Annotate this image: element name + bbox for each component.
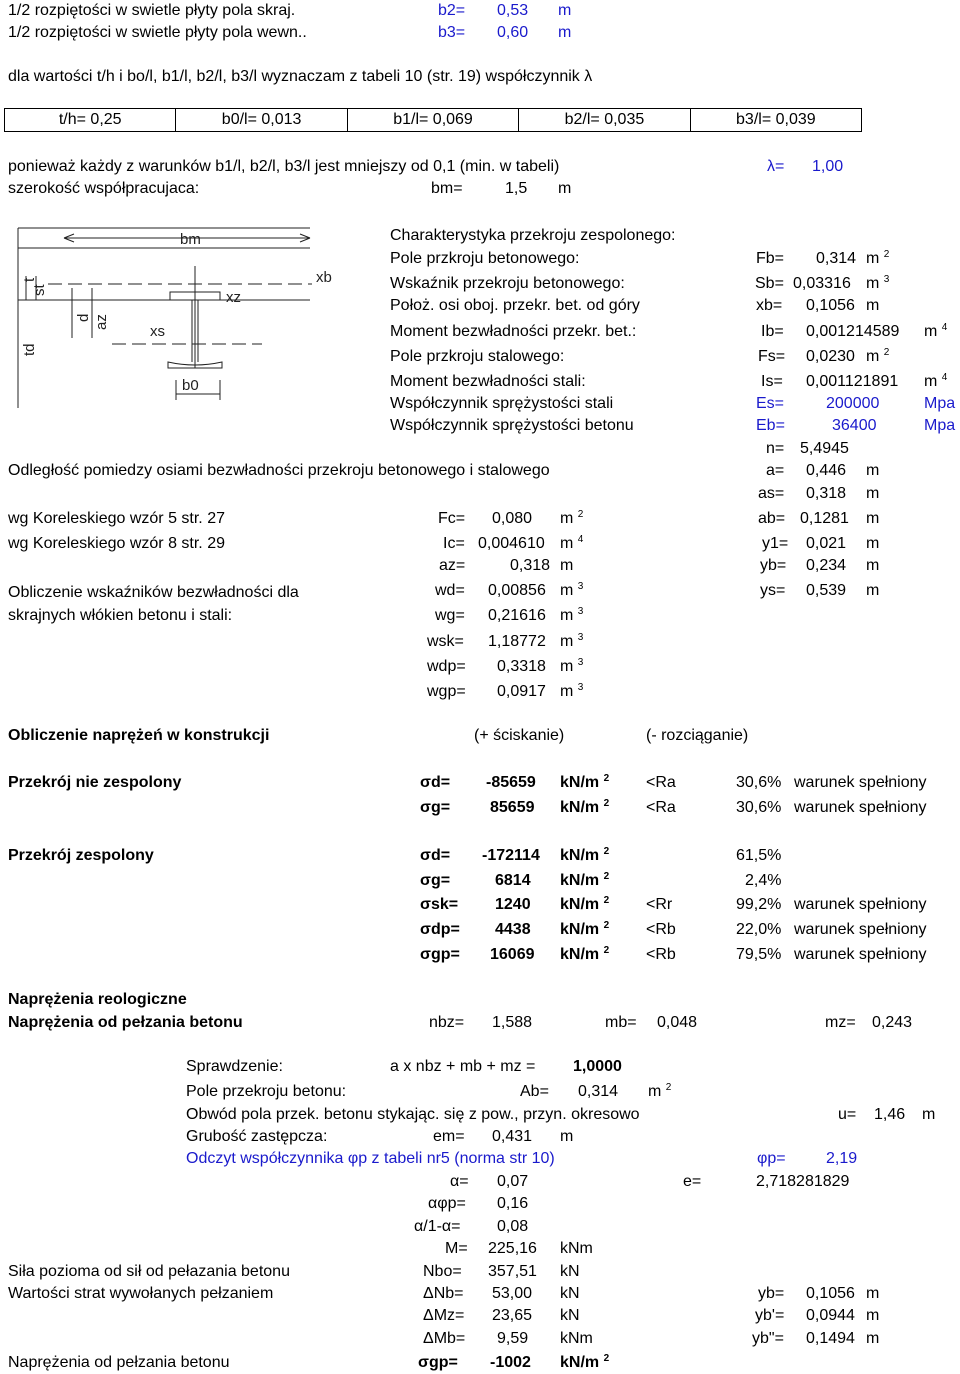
rheo-title: Naprężenia reologiczne: [8, 991, 187, 1008]
check-expression: a x nbz + mb + mz =: [390, 1058, 536, 1075]
label-az: az: [93, 314, 110, 330]
yb-creep-unit: m: [866, 1285, 880, 1302]
stress-note: warunek spełniony: [794, 921, 927, 938]
phi-value: 2,19: [826, 1150, 858, 1167]
prop-unit: Mpa: [924, 395, 956, 412]
stress-unit: kN/m $^2$: [560, 945, 610, 963]
az-unit: m: [560, 557, 574, 574]
stress-percent: 99,2%: [736, 896, 782, 913]
ratio-table: [4, 108, 862, 132]
yb-creep-symbol: yb=: [758, 1285, 785, 1302]
ratio-cell: t/h= 0,25: [58, 111, 122, 128]
label-xz: xz: [226, 289, 241, 306]
compression-note: (+ ściskanie): [474, 727, 565, 744]
modulus-symbol: wsk=: [427, 633, 464, 650]
prop-label: Moment bezwładności przekr. bet.:: [390, 323, 637, 340]
az-symbol: az=: [439, 557, 466, 574]
modulus-value: 0,0917: [497, 683, 546, 700]
prop-label: Pole przkroju stalowego:: [390, 348, 565, 365]
stress-note: warunek spełniony: [794, 774, 927, 791]
phi-symbol: φp=: [757, 1150, 786, 1167]
mb-value: 0,048: [657, 1014, 698, 1031]
ys-unit: m: [866, 582, 880, 599]
label-xs: xs: [150, 323, 165, 340]
stress-unit: kN/m $^2$: [560, 920, 610, 938]
dmb-value: 9,59: [497, 1330, 529, 1347]
a-value: 0,446: [806, 462, 847, 479]
b3-symbol: b3=: [438, 24, 466, 41]
dmz-symbol: ΔMz=: [423, 1307, 465, 1324]
mb-symbol: mb=: [605, 1014, 637, 1031]
prop-value: 0,001121891: [806, 373, 899, 390]
stress-percent: 79,5%: [736, 946, 782, 963]
dmz-unit: kN: [560, 1307, 580, 1324]
n-symbol: n=: [766, 440, 785, 457]
ybpp-value: 0,1494: [806, 1330, 855, 1347]
dimension-lines: [26, 234, 310, 338]
m-unit: kNm: [560, 1240, 593, 1257]
prop-symbol: Fb=: [756, 250, 785, 267]
stress-symbol: σsk=: [420, 896, 459, 913]
label-b0: b0: [182, 377, 199, 394]
em-value: 0,431: [492, 1128, 533, 1145]
y1-value: 0,021: [806, 535, 847, 552]
stress-percent: 22,0%: [736, 921, 782, 938]
b2-value: 0,53: [497, 2, 529, 19]
prop-unit: m $^4$: [924, 322, 948, 340]
nbz-value: 1,588: [492, 1014, 533, 1031]
ybp-value: 0,0944: [806, 1307, 855, 1324]
y1-unit: m: [866, 535, 880, 552]
stress-value: 85659: [490, 799, 535, 816]
bm-symbol: bm=: [431, 180, 463, 197]
a-unit: m: [866, 462, 880, 479]
em-unit: m: [560, 1128, 574, 1145]
b3-unit: m: [558, 24, 572, 41]
dmb-unit: kNm: [560, 1330, 593, 1347]
prop-label: Położ. osi oboj. przekr. bet. od góry: [390, 297, 640, 314]
prop-value: 0,03316: [793, 275, 851, 292]
prop-symbol: Es=: [756, 395, 785, 412]
b3-label: 1/2 rozpiętości w swietle płyty pola wewn..: [8, 24, 307, 41]
alpha-phi-value: 0,16: [497, 1195, 529, 1212]
prop-symbol: Eb=: [756, 417, 785, 434]
modulus-symbol: wd=: [435, 582, 465, 599]
e-symbol: e=: [683, 1173, 702, 1190]
stress-comparison: <Rb: [646, 946, 676, 963]
alpha-ratio-symbol: α/1-α=: [414, 1218, 461, 1235]
bm-label: szerokość współpracujaca:: [8, 180, 200, 197]
fc-unit: m $^2$: [560, 509, 584, 527]
modulus-unit: m $^3$: [560, 632, 584, 650]
moduli-label-2: skrajnych włókien betonu i stali:: [8, 607, 233, 624]
stress-value: 4438: [495, 921, 531, 938]
cross-section-diagram: [12, 226, 352, 410]
check-label: Sprawdzenie:: [186, 1058, 283, 1075]
dnb-unit: kN: [560, 1285, 580, 1302]
u-label: Obwód pola przek. betonu stykając. się z pow., przyn. okresowo: [186, 1106, 640, 1123]
stress-unit: kN/m $^2$: [560, 798, 610, 816]
ic-value: 0,004610: [478, 535, 545, 552]
final-label: Naprężenia od pełzania betonu: [8, 1354, 230, 1371]
ratio-cell: b1/l= 0,069: [347, 109, 518, 131]
yb-value: 0,234: [806, 557, 847, 574]
stress-unit: kN/m $^2$: [560, 773, 610, 791]
prop-symbol: Fs=: [758, 348, 786, 365]
final-unit: kN/m $^2$: [560, 1353, 610, 1371]
ratio-cell: b2/l= 0,035: [518, 109, 689, 131]
slab-outline: [18, 228, 310, 408]
nbo-unit: kN: [560, 1263, 580, 1280]
prop-symbol: Is=: [761, 373, 783, 390]
stress-percent: 30,6%: [736, 799, 782, 816]
m-value: 225,16: [488, 1240, 537, 1257]
ratio-cell: b3/l= 0,039: [690, 109, 861, 131]
prop-unit: Mpa: [924, 417, 956, 434]
b2-symbol: b2=: [438, 2, 466, 19]
ab-area-symbol: Ab=: [520, 1083, 549, 1100]
ybpp-unit: m: [866, 1330, 880, 1347]
stress-percent: 2,4%: [745, 872, 782, 889]
label-xb: xb: [316, 269, 332, 286]
koreleski-8-label: wg Koreleskiego wzór 8 str. 29: [8, 535, 225, 552]
check-value: 1,0000: [573, 1058, 622, 1075]
prop-value: 0,314: [816, 250, 857, 267]
nbz-symbol: nbz=: [429, 1014, 465, 1031]
stress-symbol: σg=: [420, 872, 451, 889]
dnb-value: 53,00: [492, 1285, 533, 1302]
ybp-unit: m: [866, 1307, 880, 1324]
prop-value: 0,001214589: [806, 323, 900, 340]
loss-label: Wartości strat wywołanych pełzaniem: [8, 1285, 274, 1302]
dnb-symbol: ΔNb=: [423, 1285, 464, 1302]
steel-ibeam: [168, 266, 222, 368]
mz-symbol: mz=: [825, 1014, 856, 1031]
label-t: t: [21, 277, 38, 282]
stress-percent: 61,5%: [736, 847, 782, 864]
tension-note: (- rozciąganie): [646, 727, 749, 744]
stress-value: 1240: [495, 896, 531, 913]
b3-value: 0,60: [497, 24, 529, 41]
b2-label: 1/2 rozpiętości w swietle płyty pola skraj.: [8, 2, 296, 19]
nbo-symbol: Nbo=: [423, 1263, 462, 1280]
ic-unit: m $^4$: [560, 534, 584, 552]
prop-unit: m $^2$: [866, 347, 890, 365]
ys-value: 0,539: [806, 582, 847, 599]
modulus-value: 1,18772: [488, 633, 546, 650]
prop-unit: m $^4$: [924, 372, 948, 390]
prop-unit: m: [866, 297, 880, 314]
prop-label: Moment bezwładności stali:: [390, 373, 586, 390]
ybp-symbol: yb'=: [755, 1307, 785, 1324]
modulus-value: 0,3318: [497, 658, 546, 675]
stress-note: warunek spełniony: [794, 799, 927, 816]
as-unit: m: [866, 485, 880, 502]
modulus-symbol: wgp=: [427, 683, 466, 700]
b2-unit: m: [558, 2, 572, 19]
label-d: d: [75, 313, 92, 322]
modulus-unit: m $^3$: [560, 581, 584, 599]
yb-symbol: yb=: [760, 557, 787, 574]
prop-label: Współczynnik sprężystości betonu: [390, 417, 634, 434]
u-value: 1,46: [874, 1106, 906, 1123]
prop-label: Pole przkroju betonowego:: [390, 250, 580, 267]
prop-unit: m $^2$: [866, 249, 890, 267]
as-symbol: as=: [758, 485, 785, 502]
yb-unit: m: [866, 557, 880, 574]
dmb-symbol: ΔMb=: [423, 1330, 466, 1347]
ratio-cell: b0/l= 0,013: [175, 109, 346, 131]
ab-symbol: ab=: [758, 510, 786, 527]
composite-title: Przekrój zespolony: [8, 847, 154, 864]
label-st: st: [31, 284, 48, 296]
fc-symbol: Fc=: [438, 510, 466, 527]
stress-symbol: σgp=: [420, 946, 460, 963]
nbo-value: 357,51: [488, 1263, 537, 1280]
ys-symbol: ys=: [760, 582, 786, 599]
modulus-unit: m $^3$: [560, 606, 584, 624]
em-symbol: em=: [433, 1128, 465, 1145]
stress-percent: 30,6%: [736, 774, 782, 791]
as-value: 0,318: [806, 485, 847, 502]
intro-text: dla wartości t/h i bo/l, b1/l, b2/l, b3/l wyznaczam z tabeli 10 (str. 19) współczynnik λ: [8, 68, 593, 85]
stress-value: -172114: [482, 847, 540, 864]
stress-note: warunek spełniony: [794, 896, 927, 913]
alpha-phi-symbol: αφp=: [428, 1195, 466, 1212]
alpha-ratio-value: 0,08: [497, 1218, 529, 1235]
ybpp-symbol: yb"=: [752, 1330, 784, 1347]
ab-area-value: 0,314: [578, 1083, 619, 1100]
lambda-symbol: λ=: [767, 158, 785, 175]
stress-unit: kN/m $^2$: [560, 871, 610, 889]
u-unit: m: [922, 1106, 936, 1123]
lambda-text: ponieważ każdy z warunków b1/l, b2/l, b3/l jest mniejszy od 0,1 (min. w tabeli): [8, 158, 560, 175]
stress-comparison: <Rr: [646, 896, 673, 913]
stress-symbol: σdp=: [420, 921, 460, 938]
distance-label: Odległość pomiedzy osiami bezwładności przekroju betonowego i stalowego: [8, 462, 550, 479]
ab-label: Pole przekroju betonu:: [186, 1083, 347, 1100]
stresses-title: Obliczenie naprężeń w konstrukcji: [8, 727, 270, 744]
mz-value: 0,243: [872, 1014, 913, 1031]
label-td: td: [21, 343, 38, 356]
ic-symbol: Ic=: [443, 535, 465, 552]
modulus-symbol: wdp=: [427, 658, 466, 675]
prop-value: 200000: [826, 395, 880, 412]
bm-unit: m: [558, 180, 572, 197]
ab-unit: m: [866, 510, 880, 527]
koreleski-5-label: wg Koreleskiego wzór 5 str. 27: [8, 510, 225, 527]
modulus-value: 0,00856: [488, 582, 546, 599]
prop-value: 0,0230: [806, 348, 855, 365]
stress-unit: kN/m $^2$: [560, 846, 610, 864]
stress-comparison: <Rb: [646, 921, 676, 938]
modulus-value: 0,21616: [488, 607, 546, 624]
prop-symbol: Sb=: [755, 275, 784, 292]
stress-comparison: <Ra: [646, 799, 676, 816]
noncomposite-title: Przekrój nie zespolony: [8, 774, 182, 791]
stress-unit: kN/m $^2$: [560, 895, 610, 913]
modulus-unit: m $^3$: [560, 682, 584, 700]
fc-value: 0,080: [492, 510, 533, 527]
final-value: -1002: [490, 1354, 531, 1371]
prop-symbol: Ib=: [761, 323, 784, 340]
nbo-label: Siła pozioma od sił od pełazania betonu: [8, 1263, 290, 1280]
a-symbol: a=: [766, 462, 785, 479]
prop-value: 36400: [832, 417, 877, 434]
n-value: 5,4945: [800, 440, 849, 457]
yb-creep-value: 0,1056: [806, 1285, 855, 1302]
m-symbol: M=: [445, 1240, 468, 1257]
bm-value: 1,5: [505, 180, 528, 197]
modulus-unit: m $^3$: [560, 657, 584, 675]
prop-label: Współczynnik sprężystości stali: [390, 395, 614, 412]
prop-unit: m $^3$: [866, 274, 890, 292]
stress-value: 16069: [490, 946, 535, 963]
stress-symbol: σg=: [420, 799, 451, 816]
stress-comparison: <Ra: [646, 774, 676, 791]
alpha-value: 0,07: [497, 1173, 529, 1190]
em-label: Grubość zastępcza:: [186, 1128, 328, 1145]
lambda-value: 1,00: [812, 158, 844, 175]
stress-symbol: σd=: [420, 847, 451, 864]
e-value: 2,718281829: [756, 1173, 850, 1190]
prop-symbol: xb=: [756, 297, 783, 314]
stress-value: -85659: [486, 774, 536, 791]
phi-label: Odczyt współczynnika φp z tabeli nr5 (norma str 10): [186, 1150, 555, 1167]
stress-symbol: σd=: [420, 774, 451, 791]
modulus-symbol: wg=: [435, 607, 465, 624]
ab-area-unit: m $^2$: [648, 1082, 672, 1100]
alpha-symbol: α=: [450, 1173, 469, 1190]
moduli-label-1: Obliczenie wskaźników bezwładności dla: [8, 584, 299, 601]
stress-value: 6814: [495, 872, 531, 889]
prop-value: 0,1056: [806, 297, 855, 314]
az-value: 0,318: [510, 557, 551, 574]
ab-value: 0,1281: [800, 510, 849, 527]
prop-label: Wskaźnik przekroju betonowego:: [390, 275, 625, 292]
u-symbol: u=: [838, 1106, 857, 1123]
props-title: Charakterystyka przekroju zespolonego:: [390, 227, 676, 244]
final-symbol: σgp=: [418, 1354, 458, 1371]
y1-symbol: y1=: [762, 535, 789, 552]
label-bm: bm: [180, 231, 201, 248]
stress-note: warunek spełniony: [794, 946, 927, 963]
creep-title: Naprężenia od pełzania betonu: [8, 1014, 243, 1031]
dmz-value: 23,65: [492, 1307, 533, 1324]
